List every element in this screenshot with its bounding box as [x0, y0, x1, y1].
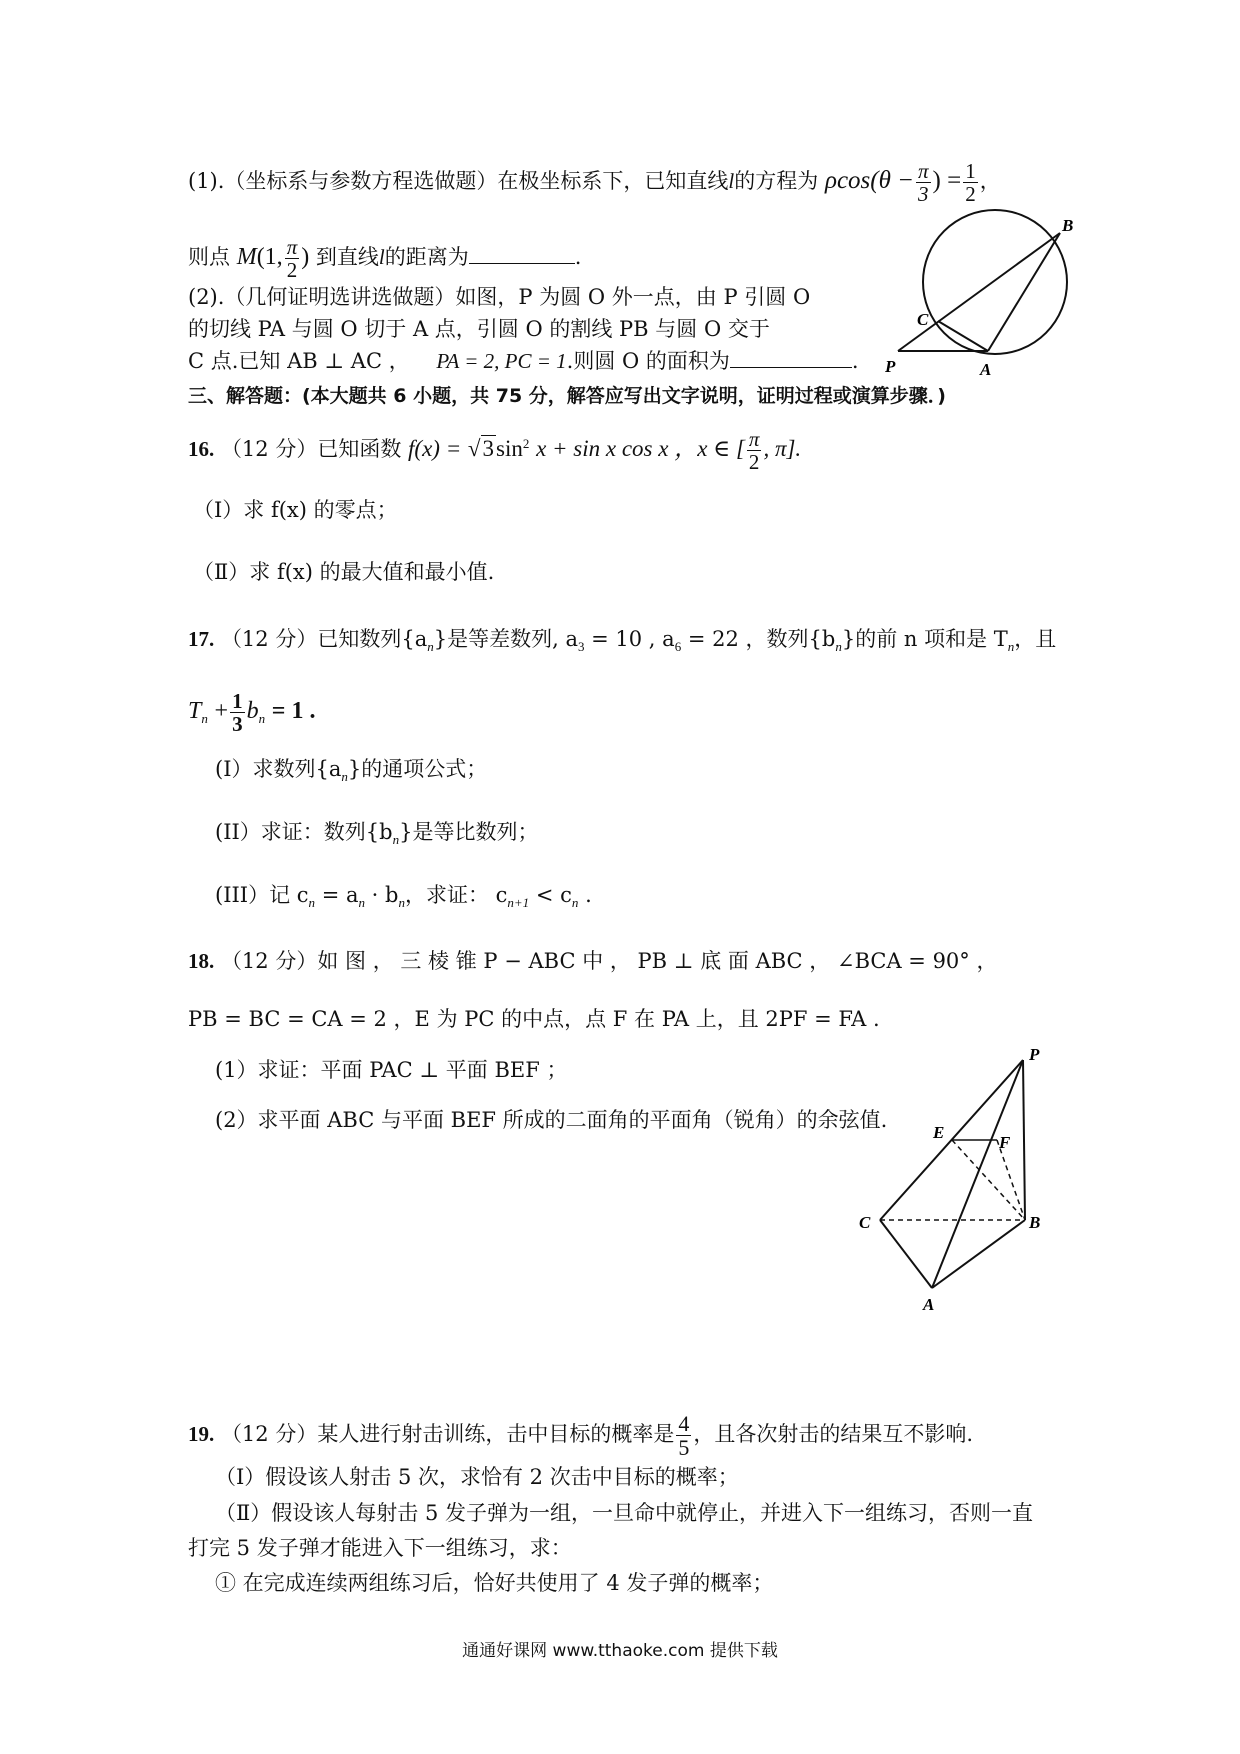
q16-part2: （Ⅱ）求 f(x) 的最大值和最小值.: [193, 560, 495, 584]
label-p: P: [1029, 1045, 1040, 1064]
label-c: C: [859, 1213, 871, 1232]
q18-part1: (1）求证：平面 PAC ⊥ 平面 BEF ；: [215, 1058, 568, 1082]
section-3-header: 三、解答题：(本大题共 6 小题，共 75 分，解答应写出文字说明，证明过程或演算步骤．): [188, 385, 946, 407]
q19-part1: （Ⅰ）假设该人射击 5 次，求恰有 2 次击中目标的概率；: [215, 1465, 739, 1489]
label-f: F: [999, 1133, 1011, 1152]
q18-stem-line2: PB = BC = CA = 2 ，E 为 PC 的中点，点 F 在 PA 上，且 2PF = FA .: [188, 1007, 880, 1031]
q19-stem: 19. （12 分）某人进行射击训练，击中目标的概率是 $\frac{4}{5}$ ，且各次射击的结果互不影响.: [188, 1411, 974, 1461]
q17-condition: $T_n$ + $\frac{1}{3}$ $b_n = 1$ .: [188, 689, 316, 737]
label-a: A: [980, 360, 992, 379]
q19-part2-line2: 打完 5 发子弹才能进入下一组练习，求：: [188, 1536, 572, 1560]
tetrahedron-figure: [835, 1040, 1065, 1320]
answer-blank-2[interactable]: [730, 347, 852, 368]
q15-1-line2: 则点 M(1, $\frac{\pi}{2}$ ) 到直线l的距离为 .: [188, 235, 582, 283]
label-c: C: [917, 310, 929, 329]
label-b: B: [1062, 216, 1074, 235]
q15-2-line2: 的切线 PA 与圆 O 切于 A 点，引圆 O 的割线 PB 与圆 O 交于: [188, 317, 770, 341]
answer-blank-1[interactable]: [469, 243, 575, 264]
q18-stem: 18. （12 分）如 图 ， 三 棱 锥 P − ABC 中 ， PB ⊥ 底 面 ABC ， ∠BCA = 90° ，: [188, 949, 998, 973]
q16-stem: 16. （12 分）已知函数 $f(x) = √3\sin^2$ x + sin x cos x ，x ∈ [ $\frac{\pi}{2}$ , π].: [188, 427, 802, 475]
q16-part1: （Ⅰ）求 f(x) 的零点；: [193, 498, 398, 522]
label-p: P: [885, 357, 896, 376]
q19-part2-line1: （Ⅱ）假设该人每射击 5 发子弹为一组，一旦命中就停止，并进入下一组练习，否则一直: [215, 1501, 1033, 1525]
circle-o: [923, 210, 1067, 354]
edge-ca: [880, 1220, 932, 1288]
label-b: B: [1029, 1213, 1041, 1232]
edge-pb: [1023, 1060, 1025, 1220]
q15-2-line1: (2).（几何证明选讲选做题）如图，P 为圆 O 外一点，由 P 引圆 O: [188, 285, 811, 309]
segment-ab: [988, 233, 1060, 351]
q15-1-line1: (1).（坐标系与参数方程选做题）在极坐标系下，已知直线l的方程为 ρcos(θ − $\frac{\pi}{3}$ ) = $\frac{1}{2}$ ，: [188, 159, 1001, 207]
q19-part3: ① 在完成连续两组练习后，恰好共使用了 4 发子弹的概率；: [215, 1571, 774, 1595]
q17-stem: 17. （12 分）已知数列$\{a_n\}$是等差数列, $a_3 = 10$ , $a_6 = 22$ ，数列$\{b_n\}$的前 n 项和是 $T_n$，且: [188, 627, 1057, 655]
label-a: A: [923, 1295, 935, 1314]
q17-part2: (II）求证：数列$\{b_n\}$是等比数列；: [215, 820, 539, 848]
page-footer: 通通好课网 www.tthaoke.com 提供下载: [462, 1641, 778, 1661]
label-e: E: [933, 1123, 945, 1142]
circle-tangent-figure: [870, 205, 1085, 380]
segment-fb-hidden: [997, 1140, 1025, 1220]
q17-part3: (III）记 $c_n = a_n \cdot b_n$，求证： $c_{n+1} < c_n$ .: [215, 883, 592, 911]
secant-pb: [898, 233, 1060, 351]
q18-part2: (2）求平面 ABC 与平面 BEF 所成的二面角的平面角（锐角）的余弦值.: [215, 1108, 888, 1132]
q17-part1: (I）求数列$\{a_n\}$的通项公式；: [215, 757, 488, 785]
q15-2-line3: C 点.已知 AB ⊥ AC ， PA = 2, PC = 1.则圆 O 的面积为 .: [188, 349, 859, 373]
